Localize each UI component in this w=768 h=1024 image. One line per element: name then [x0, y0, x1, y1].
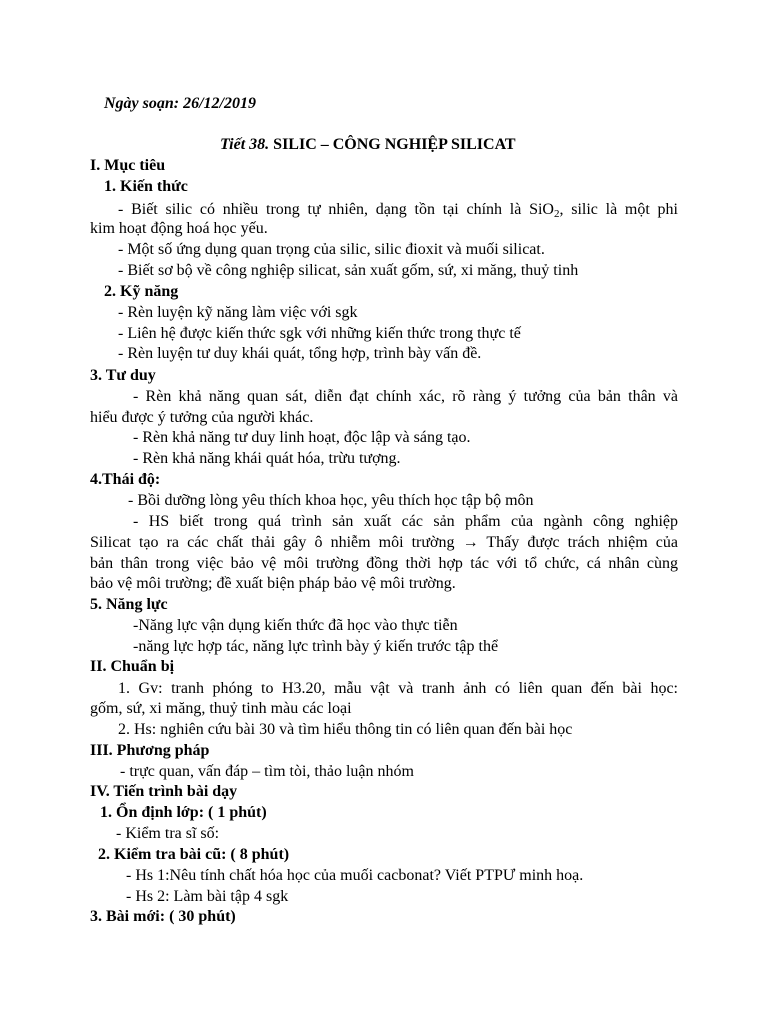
- tu-duy-line-1a: - Rèn khả năng quan sát, diễn đạt chính xác, rõ ràng ý tưởng của bản thân và: [133, 388, 678, 405]
- chuan-bi-line-1b: gốm, sứ, xi măng, thuỷ tinh màu các loại: [90, 700, 352, 717]
- kien-thuc-line-3: - Biết sơ bộ về công nghiệp silicat, sản xuất gốm, sứ, xi măng, thuỷ tinh: [118, 262, 579, 279]
- tu-duy-line-1b: hiểu được ý tưởng của người khác.: [90, 409, 314, 426]
- heading-bai-moi: 3. Bài mới: ( 30 phút): [90, 908, 236, 925]
- heading-kiem-tra-bai-cu: 2. Kiểm tra bài cũ: ( 8 phút): [98, 846, 290, 863]
- ky-nang-line-2: - Liên hệ được kiến thức sgk với những kiến thức trong thực tế: [118, 325, 521, 342]
- phuong-phap-line-1: - trực quan, vấn đáp – tìm tòi, thảo luận nhóm: [120, 763, 414, 780]
- ky-nang-line-1: - Rèn luyện kỹ năng làm việc với sgk: [118, 304, 358, 321]
- tu-duy-line-2: - Rèn khả năng tư duy linh hoạt, độc lập và sáng tạo.: [133, 429, 471, 446]
- heading-thai-do: 4.Thái độ:: [90, 471, 161, 488]
- nang-luc-line-2: -năng lực hợp tác, năng lực trình bày ý kiến trước tập thể: [133, 638, 499, 655]
- tu-duy-line-3: - Rèn khả năng khái quát hóa, trừu tượng.: [133, 450, 401, 467]
- heading-tu-duy: 3. Tư duy: [90, 367, 156, 384]
- kiem-tra-si-so: - Kiểm tra sĩ số:: [116, 825, 220, 842]
- kien-thuc-line-1a: - Biết silic có nhiều trong tự nhiên, dạng tồn tại chính là SiO$_2$, silic là một phi: [118, 201, 678, 220]
- heading-muc-tieu: I. Mục tiêu: [90, 157, 166, 174]
- kien-thuc-line-1b: kim hoạt động hoá học yếu.: [90, 220, 268, 237]
- kien-thuc-line-2: - Một số ứng dụng quan trọng của silic, silic đioxit và muối silicat.: [118, 241, 545, 258]
- lesson-number: Tiết 38.: [220, 136, 270, 153]
- heading-tien-trinh: IV. Tiến trình bài dạy: [90, 783, 238, 800]
- chuan-bi-line-1a: 1. Gv: tranh phóng to H3.20, mẫu vật và tranh ảnh có liên quan đến bài học:: [118, 680, 678, 697]
- heading-ky-nang: 2. Kỹ năng: [104, 283, 179, 300]
- heading-phuong-phap: III. Phương pháp: [90, 742, 210, 759]
- thai-do-line-1: - Bồi dưỡng lòng yêu thích khoa học, yêu thích học tập bộ môn: [128, 492, 534, 509]
- kiem-tra-hs2: - Hs 2: Làm bài tập 4 sgk: [126, 888, 289, 905]
- heading-chuan-bi: II. Chuẩn bị: [90, 658, 175, 675]
- ky-nang-line-3: - Rèn luyện tư duy khái quát, tổng hợp, trình bày vấn đề.: [118, 345, 482, 362]
- nang-luc-line-1: -Năng lực vận dụng kiến thức đã học vào thực tiễn: [133, 617, 458, 634]
- heading-on-dinh-lop: 1. Ổn định lớp: ( 1 phút): [100, 804, 267, 821]
- date-line: Ngày soạn: 26/12/2019: [104, 95, 256, 112]
- lesson-title: [220, 135, 516, 155]
- thai-do-line-2d: bảo vệ môi trường; đề xuất biện pháp bảo vệ môi trường.: [90, 575, 456, 592]
- lesson-title-text: SILIC – CÔNG NGHIỆP SILICAT: [273, 136, 516, 153]
- heading-kien-thuc: 1. Kiến thức: [104, 178, 188, 195]
- chuan-bi-line-2: 2. Hs: nghiên cứu bài 30 và tìm hiểu thông tin có liên quan đến bài học: [118, 721, 573, 738]
- kiem-tra-hs1: - Hs 1:Nêu tính chất hóa học của muối cacbonat? Viết PTPƯ minh hoạ.: [126, 867, 584, 884]
- heading-nang-luc: 5. Năng lực: [90, 596, 168, 613]
- thai-do-line-2c: bản thân trong việc bảo vệ môi trường đồng thời hợp tác với tổ chức, cá nhân cùng: [90, 555, 678, 572]
- thai-do-line-2b: Silicat tạo ra các chất thải gây ô nhiễm môi trường → Thấy được trách nhiệm của: [90, 534, 678, 551]
- thai-do-line-2a: - HS biết trong quá trình sản xuất các sản phẩm của ngành công nghiệp: [133, 513, 678, 530]
